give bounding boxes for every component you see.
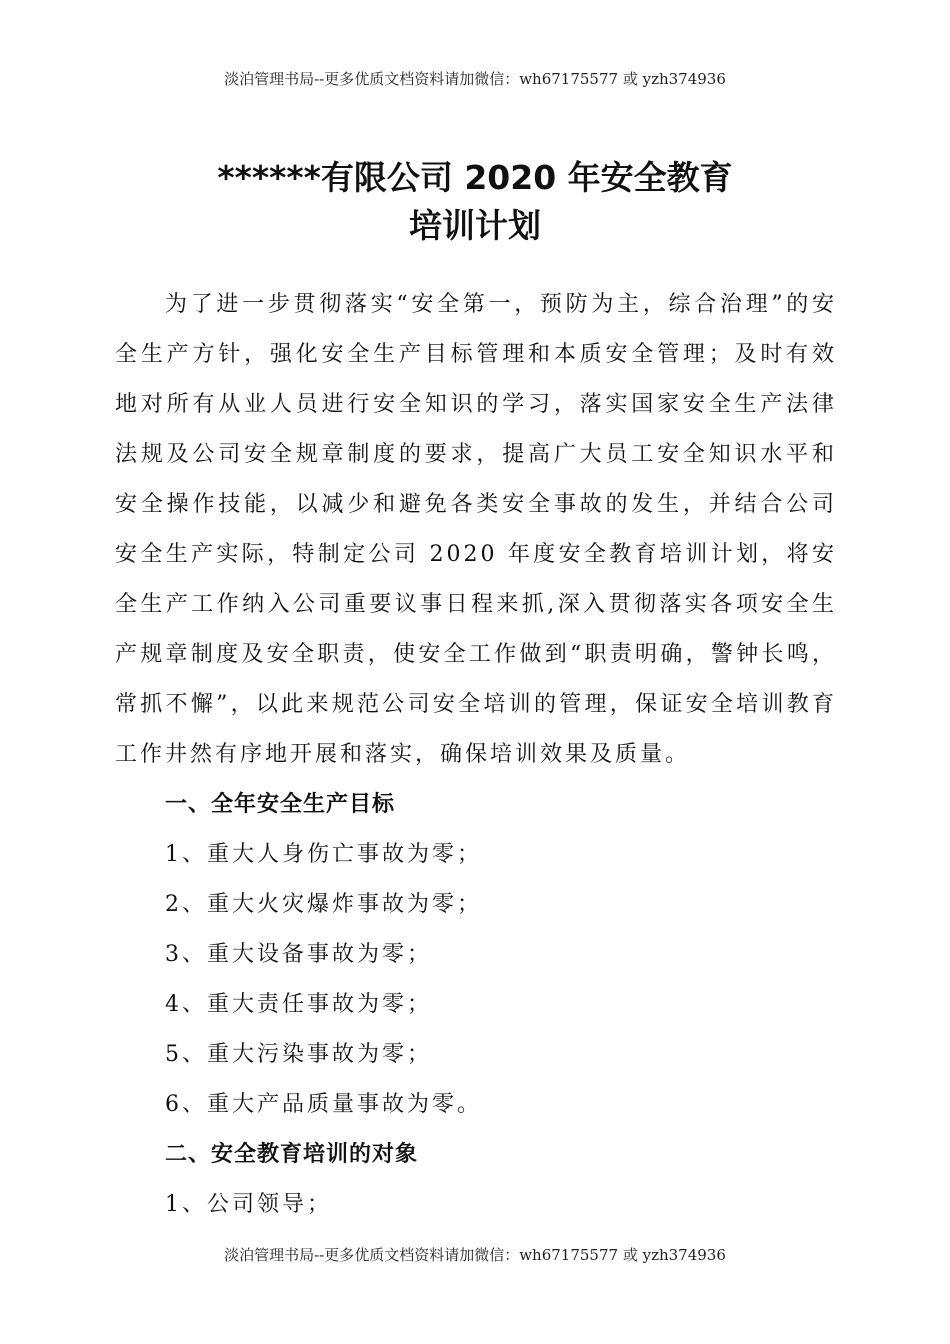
- list-item: 5、重大污染事故为零；: [165, 1042, 432, 1067]
- header-watermark-note: 淡泊管理书局--更多优质文档资料请加微信：wh67175577 或 yzh374936: [224, 70, 726, 88]
- document-title-line1: ******有限公司 2020 年安全教育: [217, 158, 733, 197]
- section-heading-goals: 一、全年安全生产目标: [165, 792, 396, 817]
- list-item: 2、重大火灾爆炸事故为零；: [165, 892, 482, 917]
- list-item: 6、重大产品质量事故为零。: [165, 1092, 482, 1117]
- list-item: 3、重大设备事故为零；: [165, 942, 432, 967]
- footer-watermark-note: 淡泊管理书局--更多优质文档资料请加微信：wh67175577 或 yzh374936: [224, 1246, 726, 1264]
- intro-paragraph: 为了进一步贯彻落实“安全第一，预防为主，综合治理”的安全生产方针，强化安全生产目标管理和本质安全管理；及时有效地对所有从业人员进行安全知识的学习，落实国家安全生产法律法规及公司安全规章制度的要求，提高广大员工安全知识水平和安全操作技能，以减少和避免各类安全事故的发生，并结合公司安全生产实际，特制定公司 2020 年度安全教育培训计划，将安全生产工作纳入公司重要议事日程来抓,深入贯彻落实各项安全生产规章制度及安全职责，使安全工作做到“职责明确，警钟长鸣，常抓不懈”，以此来规范公司安全培训的管理，保证安全培训教育工作井然有序地开展和落实，确保培训效果及质量。: [115, 292, 837, 767]
- document-title-line2: 培训计划: [409, 206, 541, 245]
- section-heading-targets: 二、安全教育培训的对象: [165, 1142, 419, 1167]
- list-item: 4、重大责任事故为零；: [165, 992, 432, 1017]
- list-item: 1、重大人身伤亡事故为零；: [165, 842, 482, 867]
- document-body: [115, 280, 837, 1230]
- list-item: 1、公司领导；: [165, 1192, 332, 1217]
